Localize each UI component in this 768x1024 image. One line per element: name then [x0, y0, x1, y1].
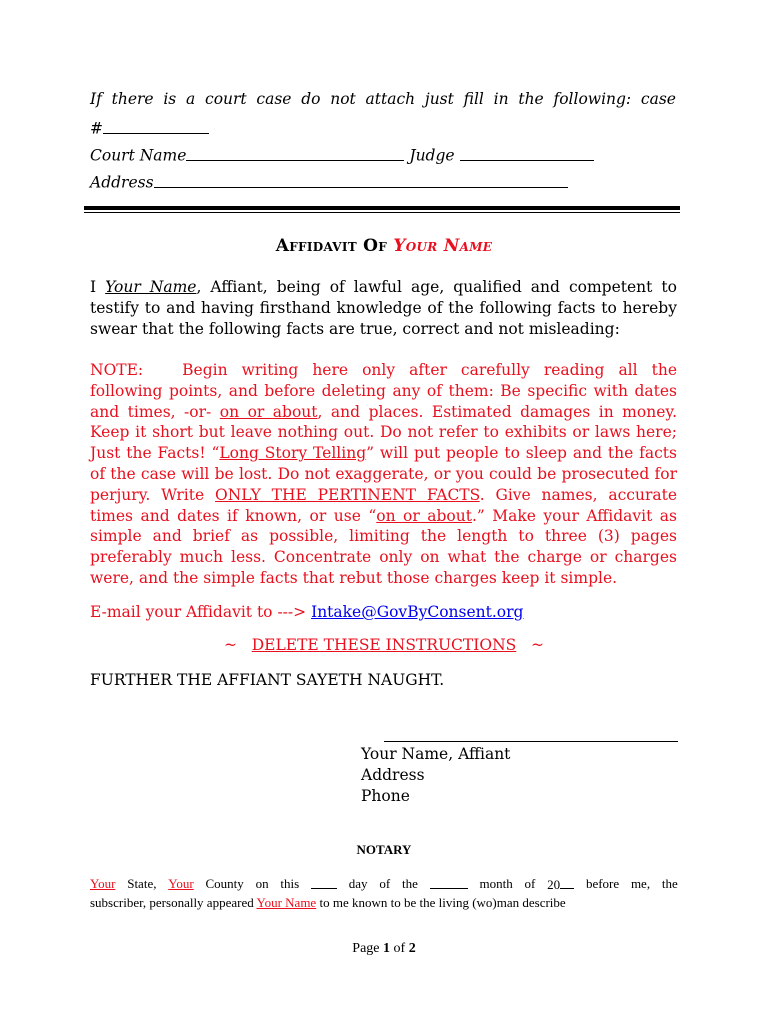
note-underline-1: on or about	[219, 402, 318, 421]
address-blank[interactable]	[154, 171, 568, 188]
title-your-name: Your Name	[393, 236, 493, 256]
court-name-label: Court Name	[90, 146, 187, 165]
delete-instructions	[0, 636, 768, 654]
case-instruction-word: not	[330, 90, 356, 108]
judge-blank[interactable]	[460, 144, 594, 161]
document-title	[0, 236, 768, 256]
delete-instructions-text: DELETE THESE INSTRUCTIONS	[251, 636, 517, 654]
notary-me-word: me,	[630, 876, 651, 891]
note-text-1: Begin writing here only after carefully reading all the following points, and before deleting any of them: Be specific with dates and times, -or-	[90, 361, 677, 421]
intro-lead: I	[90, 278, 106, 296]
notary-before-word: before	[585, 876, 620, 891]
signature-block	[361, 744, 510, 807]
case-instruction-word: the	[518, 90, 544, 108]
notary-of-word: of	[379, 876, 391, 891]
page-total: 2	[408, 941, 416, 956]
note-paragraph	[90, 360, 677, 589]
court-judge-line	[90, 144, 676, 165]
delete-tilde-right: ~	[531, 636, 545, 654]
case-instruction-word: fill	[463, 90, 484, 108]
note-text-4: . Give names, accurate times and dates if known, or use “	[90, 485, 677, 525]
page-footer	[0, 941, 768, 957]
notary-year-blank[interactable]	[560, 875, 574, 889]
title-prefix: Affidavit Of	[275, 236, 394, 256]
intro-text: , Affiant, being of lawful age, qualified and competent to testify to and having firsthand knowledge of the following facts to hereby swear that the following facts are true, correct and not misleading:	[90, 278, 677, 338]
header-divider-thin	[84, 212, 680, 213]
case-number-label: #	[90, 119, 103, 138]
signature-address: Address	[361, 766, 425, 784]
case-number-line	[90, 117, 676, 138]
notary-the-word-2: the	[661, 876, 678, 891]
notary-this-word: this	[280, 876, 300, 891]
header-divider-thick	[84, 206, 680, 210]
court-name-blank[interactable]	[186, 144, 404, 161]
note-text-5: .” Make your Affidavit as simple and brief as possible, limiting the length to three (3) pages preferably much less. Concentrate only on what the charge or charges were, and the simple facts that rebut those charges keep it simple.	[90, 506, 677, 587]
page-number: 1	[383, 941, 391, 956]
case-instruction-word: attach	[365, 90, 416, 108]
notary-your-county: Your	[168, 876, 194, 891]
signature-name: Your Name, Affiant	[361, 745, 511, 763]
case-instruction-word: there	[111, 90, 154, 108]
email-line	[90, 602, 677, 623]
note-text-2: , and places. Estimated damages in money. Keep it short but leave nothing out. Do not refer to exhibits or laws here; Just the Facts! “	[90, 402, 677, 463]
notary-line-1	[90, 875, 678, 894]
signature-phone: Phone	[361, 787, 410, 805]
address-line	[90, 171, 676, 192]
note-underline-3: ONLY THE PERTINENT FACTS	[215, 485, 480, 504]
notary-year: 20	[547, 875, 574, 894]
note-text-3: ” will put people to sleep and the facts of the case will be lost. Do not exaggerate, or you could be prosecuted for perjury. Write	[90, 444, 677, 504]
notary-month-blank[interactable]	[430, 875, 468, 889]
case-instruction-word: in	[493, 90, 509, 108]
notary-state-word: State,	[127, 876, 157, 891]
email-label: E-mail your Affidavit to --->	[90, 603, 312, 621]
signature-line[interactable]	[384, 741, 678, 742]
notary-line-2	[90, 894, 678, 912]
judge-label: Judge	[409, 146, 455, 165]
case-instruction-word: following:	[553, 90, 632, 108]
notary-of-word-2: of	[524, 876, 536, 891]
case-instruction-line	[90, 90, 676, 108]
intro-your-name: Your Name	[105, 278, 197, 296]
delete-tilde-left: ~	[223, 636, 237, 654]
notary-day-blank[interactable]	[311, 875, 337, 889]
note-label: NOTE:	[90, 361, 144, 379]
notary-heading: NOTARY	[356, 842, 412, 857]
footer-of-label: of	[390, 941, 409, 956]
notary-month-word: month	[479, 876, 513, 891]
notary-the-word: the	[401, 876, 418, 891]
footer-page-label: Page	[352, 941, 384, 956]
notary-county-word: County	[205, 876, 244, 891]
further-statement: FURTHER THE AFFIANT SAYETH NAUGHT.	[90, 671, 445, 689]
case-number-blank[interactable]	[103, 117, 209, 134]
notary-your-name: Your Name	[256, 895, 317, 910]
case-instruction-word: If	[90, 90, 102, 108]
case-instruction-word: is	[163, 90, 177, 108]
intro-paragraph	[90, 277, 677, 339]
case-instruction-word: do	[301, 90, 321, 108]
case-instruction-word: a	[186, 90, 196, 108]
address-label: Address	[90, 173, 154, 192]
case-instruction-word: just	[424, 90, 454, 108]
note-underline-2: Long Story Telling	[219, 444, 367, 463]
note-underline-4: on or about	[376, 506, 472, 525]
case-instruction-word: court	[205, 90, 247, 108]
case-instruction-word: case	[256, 90, 292, 108]
notary-text-a: subscriber, personally appeared	[90, 895, 257, 910]
notary-day-word: day	[348, 876, 368, 891]
email-link[interactable]: Intake@GovByConsent.org	[311, 603, 524, 621]
notary-on-word: on	[255, 876, 269, 891]
notary-your-state: Your	[90, 876, 116, 891]
notary-text-b: to me known to be the living (wo)man describe	[316, 895, 566, 910]
notary-paragraph	[90, 875, 678, 912]
case-instruction-word: case	[640, 90, 676, 108]
